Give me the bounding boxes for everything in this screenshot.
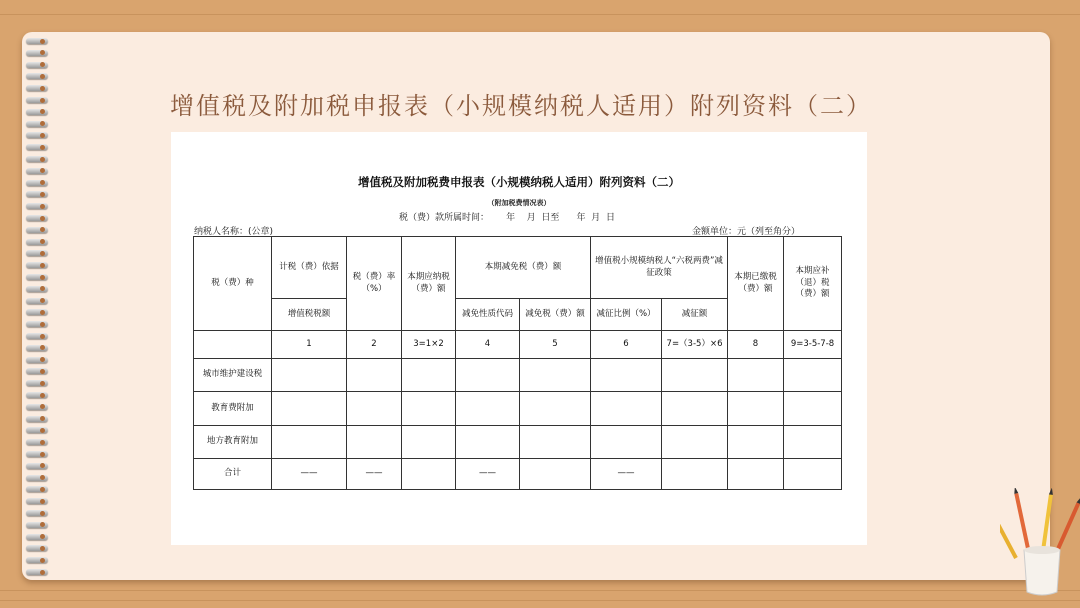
column-number: 2 xyxy=(347,331,402,359)
table-cell xyxy=(347,426,402,459)
header-policy-group: 增值税小规模纳税人“六税两费”减征政策 xyxy=(591,237,728,299)
column-number: 4 xyxy=(456,331,520,359)
table-cell xyxy=(784,426,842,459)
header-rate: 税（费）率（%） xyxy=(347,237,402,331)
table-cell xyxy=(402,459,456,490)
binding-hole xyxy=(40,322,45,327)
table-cell xyxy=(662,392,728,426)
table-cell: —— xyxy=(591,459,662,490)
table-cell xyxy=(728,426,784,459)
binding-hole xyxy=(40,310,45,315)
table-cell xyxy=(728,459,784,490)
table-cell: —— xyxy=(456,459,520,490)
header-payable: 本期应纳税（费）额 xyxy=(402,237,456,331)
tax-form-document xyxy=(171,132,867,545)
header-policy-amount: 减征额 xyxy=(662,299,728,331)
binding-hole xyxy=(40,499,45,504)
binding-hole xyxy=(40,39,45,44)
table-cell xyxy=(402,359,456,392)
header-reduction-amount: 减免税（费）额 xyxy=(520,299,591,331)
table-cell xyxy=(272,392,347,426)
table-cell xyxy=(728,392,784,426)
table-cell xyxy=(591,426,662,459)
table-cell: —— xyxy=(347,459,402,490)
total-row xyxy=(194,459,842,490)
table-cell xyxy=(784,392,842,426)
header-tax-type: 税（费）种 xyxy=(194,237,272,331)
header-policy-ratio: 减征比例（%） xyxy=(591,299,662,331)
table-cell xyxy=(520,459,591,490)
table-cell xyxy=(347,359,402,392)
column-number: 9=3-5-7-8 xyxy=(784,331,842,359)
table-cell xyxy=(520,392,591,426)
column-number: 8 xyxy=(728,331,784,359)
binding-hole xyxy=(40,369,45,374)
header-reduction-group: 本期减免税（费）额 xyxy=(456,237,591,299)
binding-hole xyxy=(40,487,45,492)
binding-hole xyxy=(40,511,45,516)
table-cell xyxy=(662,426,728,459)
binding-hole xyxy=(40,86,45,91)
table-cell xyxy=(402,426,456,459)
header-basis-vat: 增值税税额 xyxy=(272,299,347,331)
table-row xyxy=(194,426,842,459)
table-cell xyxy=(456,359,520,392)
column-number: 5 xyxy=(520,331,591,359)
header-refund: 本期应补（退）税（费）额 xyxy=(784,237,842,331)
binding-hole xyxy=(40,204,45,209)
column-number: 3=1×2 xyxy=(402,331,456,359)
binding-hole xyxy=(40,381,45,386)
binding-hole xyxy=(40,133,45,138)
column-number: 7=（3-5）×6 xyxy=(662,331,728,359)
table-cell xyxy=(272,426,347,459)
slide-title: 增值税及附加税申报表（小规模纳税人适用）附列资料（二） xyxy=(170,92,872,120)
table-cell xyxy=(591,359,662,392)
binding-hole xyxy=(40,251,45,256)
binding-hole xyxy=(40,452,45,457)
spiral-binding xyxy=(26,32,46,580)
amount-unit-label: 金额单位：元（列至角分） xyxy=(692,227,801,237)
table-cell xyxy=(456,426,520,459)
table-cell xyxy=(520,359,591,392)
binding-hole xyxy=(40,275,45,280)
table-cell xyxy=(784,359,842,392)
row-label: 城市维护建设税 xyxy=(194,359,272,392)
binding-hole xyxy=(40,428,45,433)
header-paid: 本期已缴税（费）额 xyxy=(728,237,784,331)
binding-hole xyxy=(40,334,45,339)
row-label: 教育费附加 xyxy=(194,392,272,426)
table-row xyxy=(194,359,842,392)
table-cell xyxy=(347,392,402,426)
table-cell xyxy=(402,392,456,426)
table-cell xyxy=(272,359,347,392)
binding-hole xyxy=(40,263,45,268)
table-cell: —— xyxy=(272,459,347,490)
table-cell xyxy=(728,359,784,392)
binding-hole xyxy=(40,393,45,398)
form-period: 税（费）款所属时间： 年 月 日至 年 月 日 xyxy=(399,213,615,223)
binding-hole xyxy=(40,570,45,575)
form-subtitle: （附加税费情况表） xyxy=(487,199,551,207)
column-number: 6 xyxy=(591,331,662,359)
column-number-row xyxy=(194,331,842,359)
binding-hole xyxy=(40,558,45,563)
form-title: 增值税及附加税费申报表（小规模纳税人适用）附列资料（二） xyxy=(358,175,680,189)
binding-hole xyxy=(40,192,45,197)
taxpayer-name-label: 纳税人名称：(公章) xyxy=(194,227,274,237)
header-reduction-code: 减免性质代码 xyxy=(456,299,520,331)
binding-hole xyxy=(40,440,45,445)
binding-hole xyxy=(40,157,45,162)
table-cell xyxy=(662,359,728,392)
table-row xyxy=(194,392,842,426)
binding-hole xyxy=(40,74,45,79)
table-cell xyxy=(456,392,520,426)
binding-hole xyxy=(40,546,45,551)
binding-hole xyxy=(40,98,45,103)
pencil-cup-icon xyxy=(1000,488,1080,608)
row-label: 地方教育附加 xyxy=(194,426,272,459)
table-cell xyxy=(520,426,591,459)
table-cell xyxy=(662,459,728,490)
header-basis-group: 计税（费）依据 xyxy=(272,237,347,299)
table-cell xyxy=(591,392,662,426)
row-label: 合计 xyxy=(194,459,272,490)
surtax-table xyxy=(193,236,842,490)
table-cell xyxy=(784,459,842,490)
column-number: 1 xyxy=(272,331,347,359)
binding-hole xyxy=(40,216,45,221)
binding-hole xyxy=(40,145,45,150)
